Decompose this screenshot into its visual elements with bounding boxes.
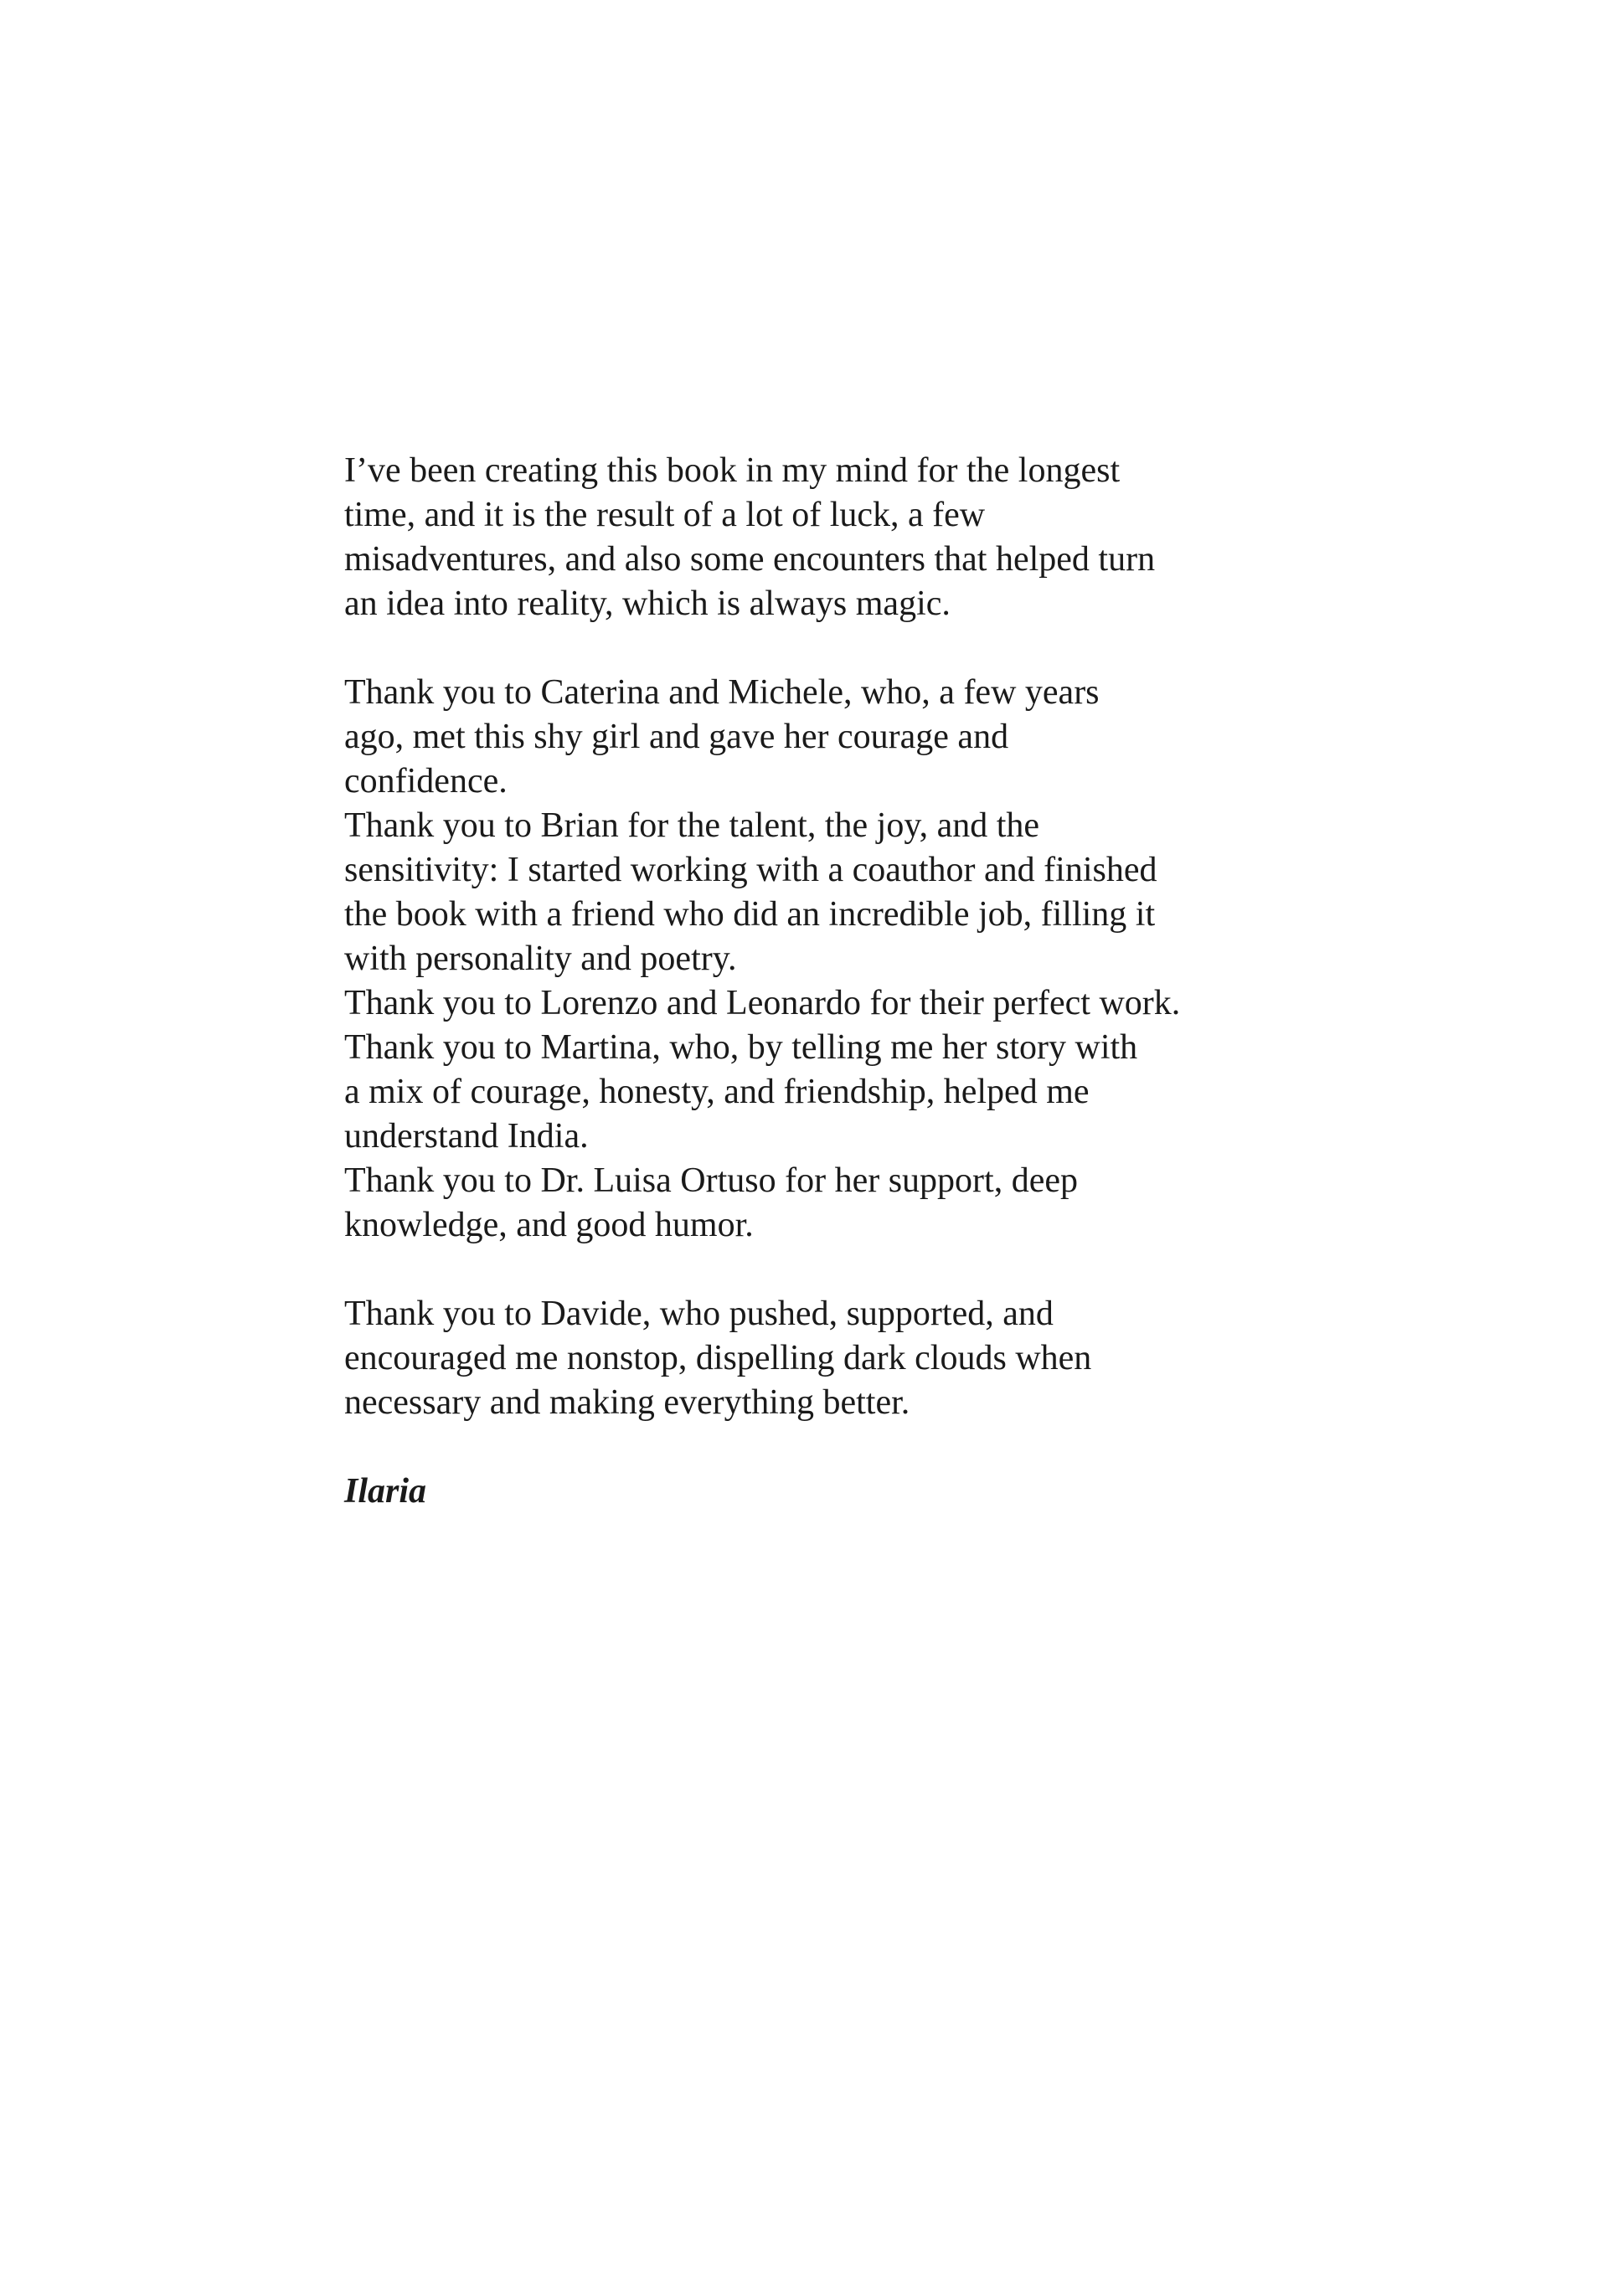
text-line: Thank you to Dr. Luisa Ortuso for her support, deep [344,1161,1078,1200]
acknowledgements-text [344,449,1307,1514]
text-line: ago, met this shy girl and gave her courage and [344,718,1009,756]
text-line: an idea into reality, which is always magic. [344,584,951,623]
paragraph-thanks [344,671,1307,1248]
text-line: misadventures, and also some encounters that helped turn [344,540,1156,579]
paragraph-spacer [344,1248,1307,1292]
text-line: encouraged me nonstop, dispelling dark clouds when [344,1339,1092,1377]
text-line: with personality and poetry. [344,940,737,978]
text-line: I’ve been creating this book in my mind for the longest [344,451,1121,490]
paragraph-spacer [344,626,1307,671]
text-line: a mix of courage, honesty, and friendship, helped me [344,1073,1090,1111]
text-line: knowledge, and good humor. [344,1206,754,1244]
text-line: Thank you to Martina, who, by telling me her story with [344,1028,1138,1067]
text-line: the book with a friend who did an incredible job, filling it [344,895,1156,934]
text-line: Thank you to Davide, who pushed, supported, and [344,1295,1054,1333]
paragraph-spacer [344,1425,1307,1470]
text-line: Thank you to Caterina and Michele, who, a few years [344,673,1100,712]
text-line: confidence. [344,762,508,801]
signature: Ilaria [344,1472,427,1511]
paragraph-closing [344,1292,1307,1425]
paragraph-intro [344,449,1307,626]
text-line: time, and it is the result of a lot of luck, a few [344,496,986,534]
text-line: Thank you to Lorenzo and Leonardo for their perfect work. [344,984,1181,1022]
text-line: understand India. [344,1117,589,1156]
text-line: sensitivity: I started working with a coauthor and finished [344,851,1157,889]
text-line: necessary and making everything better. [344,1383,910,1422]
text-line: Thank you to Brian for the talent, the joy, and the [344,806,1040,845]
